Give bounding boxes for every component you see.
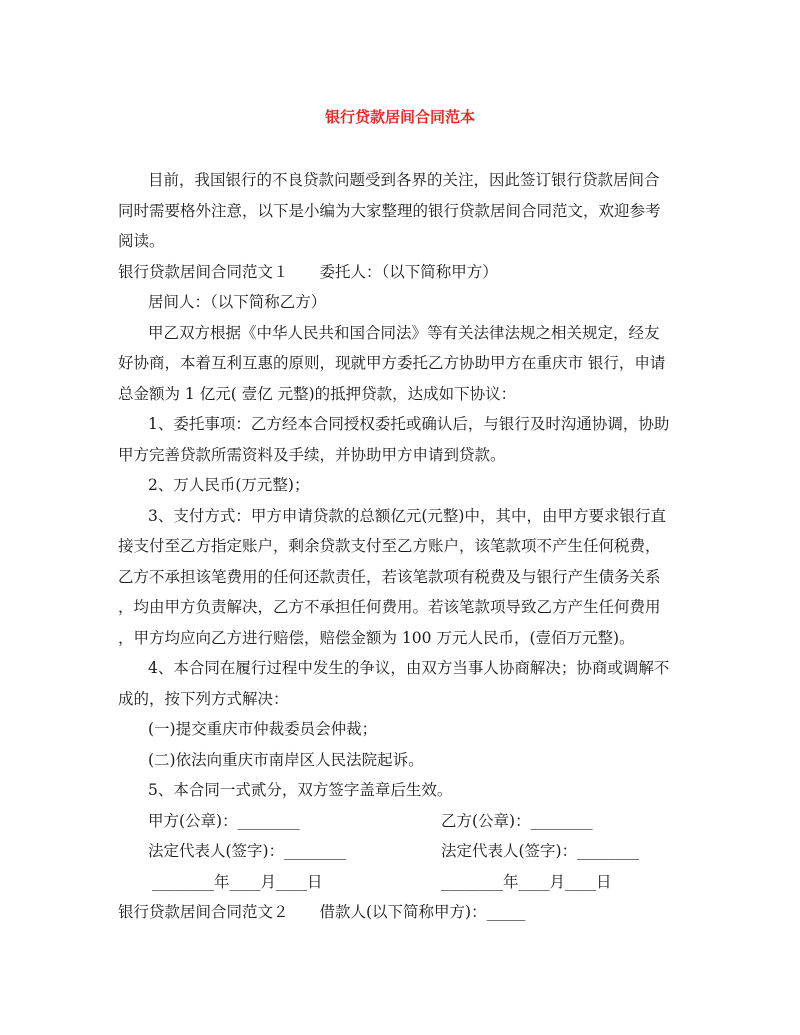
section-heading: 银行贷款居间合同范文２ 借款人(以下简称甲方)：_____ [118, 903, 526, 921]
party-a-seal: 甲方(公章)：________ [148, 812, 300, 830]
paragraph-line: 甲乙双方根据《中华人民共和国合同法》等有关法律法规之相关规定，经友 [148, 324, 660, 342]
paragraph-line: ，甲方均应向乙方进行赔偿，赔偿金额为 100 万元人民币，(壹佰万元整)。 [118, 629, 635, 647]
document-title: 银行贷款居间合同范本 [324, 108, 475, 126]
paragraph-line: 同时需要格外注意，以下是小编为大家整理的银行贷款居间合同范文，欢迎参考 [118, 202, 661, 220]
party-b-date: ________年____月____日 [441, 873, 612, 891]
party-a-representative: 法定代表人(签字)：________ [148, 842, 347, 860]
paragraph-line: 目前，我国银行的不良贷款问题受到各界的关注，因此签订银行贷款居间合 [148, 171, 660, 189]
paragraph-line: ，均由甲方负责解决，乙方不承担任何费用。若该笔款项导致乙方产生任何费用 [118, 598, 661, 616]
paragraph-line: 2、万人民币(万元整)； [148, 476, 310, 494]
paragraph-line: 接支付至乙方指定账户，剩余贷款支付至乙方账户，该笔款项不产生任何税费， [118, 537, 661, 555]
paragraph-line: 5、本合同一式贰分，双方签字盖章后生效。 [148, 781, 453, 799]
paragraph-line: 阅读。 [118, 232, 165, 250]
section-heading: 银行贷款居间合同范文１ 委托人：（以下简称甲方） [118, 263, 498, 281]
party-b-representative: 法定代表人(签字)：________ [441, 842, 640, 860]
paragraph-line: 乙方不承担该笔费用的任何还款责任，若该笔款项有税费及与银行产生债务关系 [118, 568, 661, 586]
paragraph-line: 3、支付方式：甲方申请贷款的总额亿元(元整)中，其中，由甲方要求银行直 [148, 507, 666, 525]
paragraph-line: 4、本合同在履行过程中发生的争议，由双方当事人协商解决；协商或调解不 [148, 659, 670, 677]
paragraph-line: 好协商，本着互利互惠的原则，现就甲方委托乙方协助甲方在重庆市 银行，申请 [118, 354, 666, 372]
party-b-seal: 乙方(公章)：________ [441, 812, 593, 830]
paragraph-line: 居间人：（以下简称乙方） [148, 293, 327, 311]
paragraph-line: 成的，按下列方式解决： [118, 690, 289, 708]
paragraph-line: 总金额为 1 亿元( 壹亿 元整)的抵押贷款，达成如下协议： [118, 385, 517, 403]
party-a-date: ________年____月____日 [152, 873, 323, 891]
paragraph-line: 甲方完善贷款所需资料及手续，并协助甲方申请到贷款。 [118, 446, 506, 464]
paragraph-line: 1、委托事项：乙方经本合同授权委托或确认后，与银行及时沟通协调，协助 [148, 415, 670, 433]
paragraph-line: (二)依法向重庆市南岸区人民法院起诉。 [148, 751, 424, 769]
paragraph-line: (一)提交重庆市仲裁委员会仲裁； [148, 720, 378, 738]
